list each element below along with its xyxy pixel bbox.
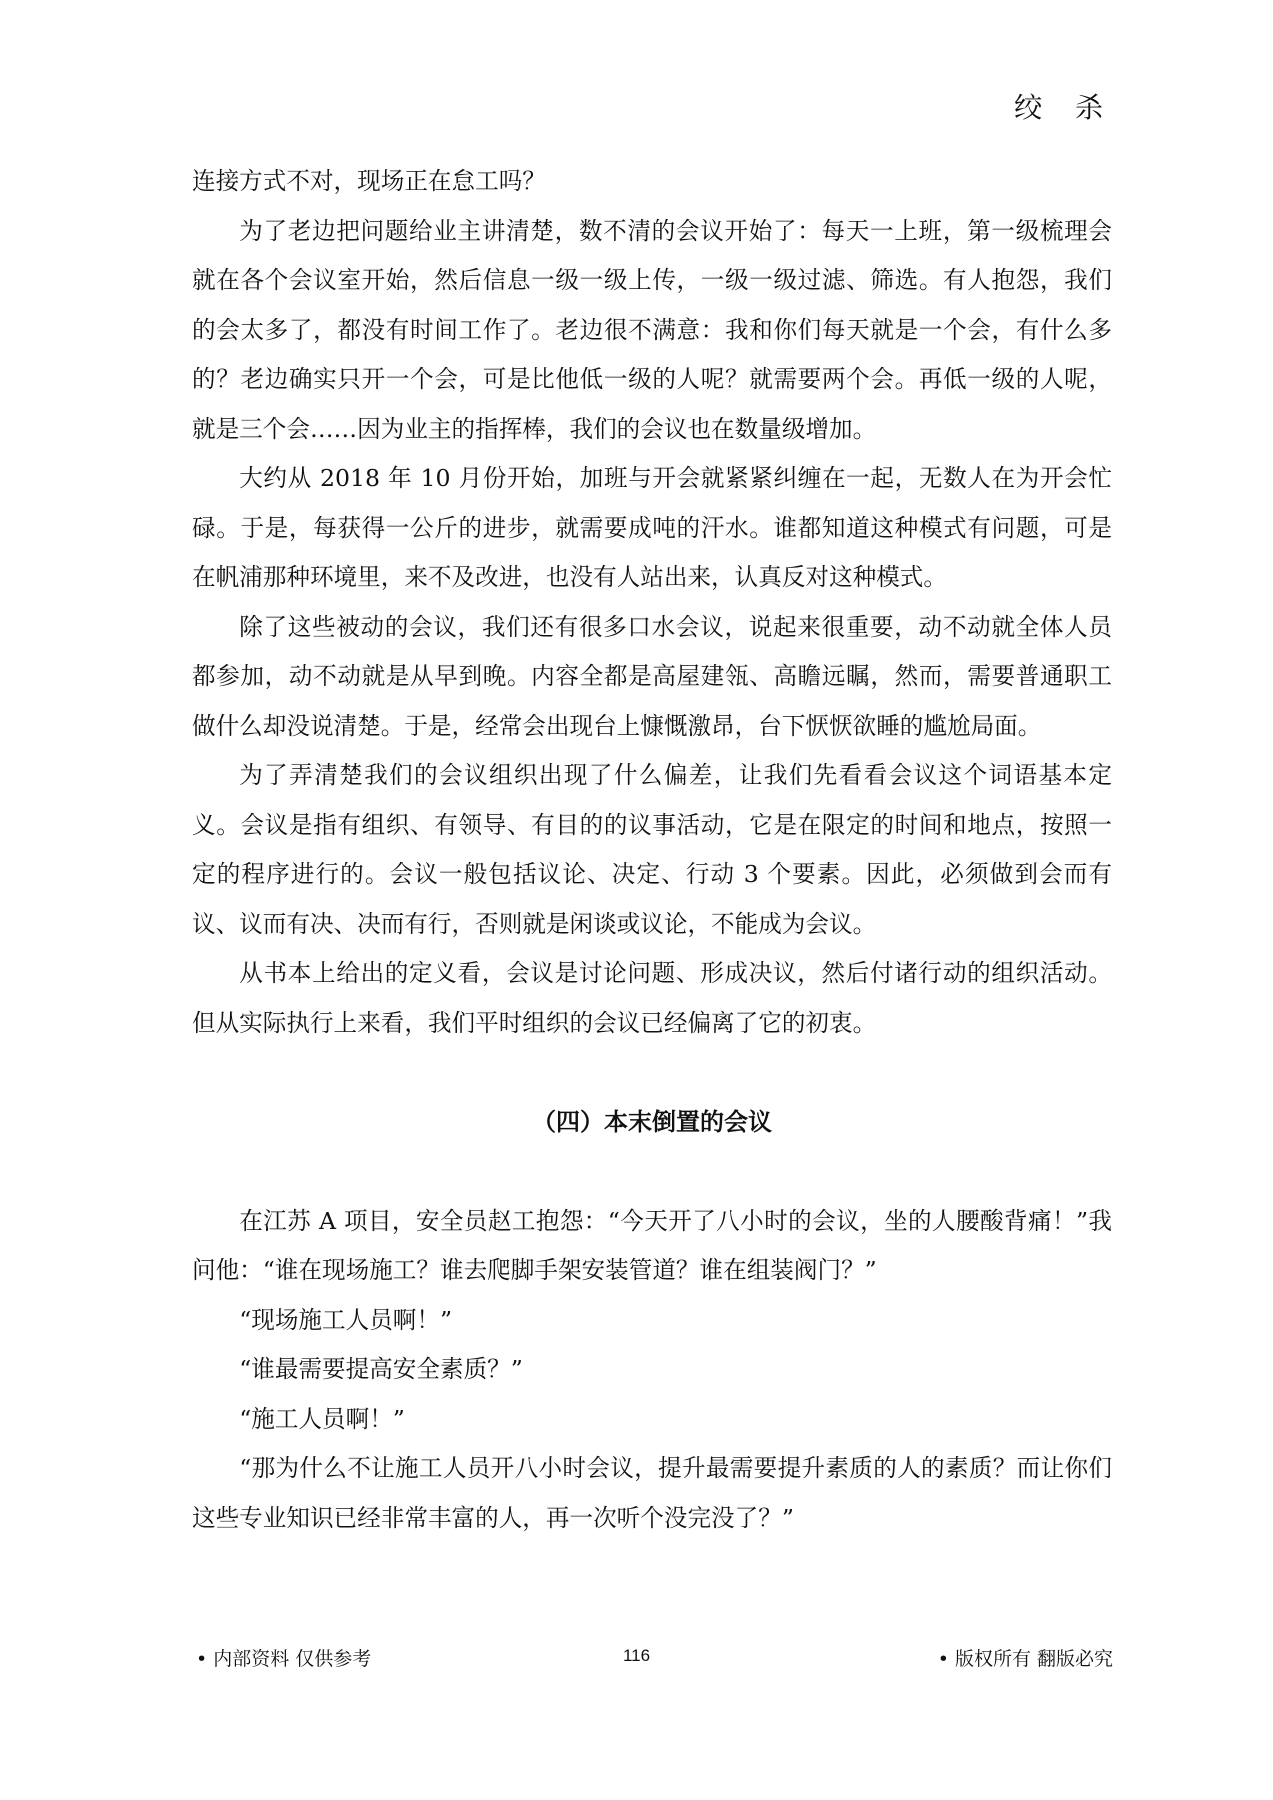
body-paragraph: 在江苏 A 项目，安全员赵工抱怨：“今天开了八小时的会议，坐的人腰酸背痛！”我问他：“谁在现场施工？谁去爬脚手架安装管道？谁在组装阀门？”	[192, 1206, 1112, 1284]
dialogue-line: “那为什么不让施工人员开八小时会议，提升最需要提升素质的人的素质？而让你们这些专业知识已经非常丰富的人，再一次听个没完没了？”	[192, 1454, 1112, 1532]
running-header-title: 绞 杀	[1014, 91, 1115, 124]
body-paragraph: 从书本上给出的定义看，会议是讨论问题、形成决议，然后付诸行动的组织活动。但从实际执行上来看，我们平时组织的会议已经偏离了它的初衷。	[192, 959, 1112, 1037]
body-paragraph: 连接方式不对，现场正在怠工吗？	[192, 167, 546, 195]
dialogue-line: “谁最需要提高安全素质？”	[239, 1355, 523, 1383]
body-paragraph: 除了这些被动的会议，我们还有很多口水会议，说起来很重要，动不动就全体人员都参加，动不动就是从早到晚。内容全都是高屋建瓴、高瞻远瞩，然而，需要普通职工做什么却没说清楚。于是，经常会出现台上慷慨激昂，台下恹恹欲睡的尴尬局面。	[192, 612, 1112, 740]
body-paragraph: 为了老边把问题给业主讲清楚，数不清的会议开始了：每天一上班，第一级梳理会就在各个会议室开始，然后信息一级一级上传，一级一级过滤、筛选。有人抱怨，我们的会太多了，都没有时间工作了。老边很不满意：我和你们每天就是一个会，有什么多的？老边确实只开一个会，可是比他低一级的人呢？就需要两个会。再低一级的人呢，就是三个会……因为业主的指挥棒，我们的会议也在数量级增加。	[192, 216, 1112, 443]
section-heading: （四）本末倒置的会议	[532, 1108, 772, 1136]
body-paragraph: 大约从 2018 年 10 月份开始，加班与开会就紧紧纠缠在一起，无数人在为开会忙碌。于是，每获得一公斤的进步，就需要成吨的汗水。谁都知道这种模式有问题，可是在帆浦那种环境里，来不及改进，也没有人站出来，认真反对这种模式。	[192, 464, 1112, 591]
footer-internal-notice: • 内部资料 仅供参考	[196, 1648, 372, 1670]
page-body	[192, 157, 1112, 1543]
footer-copyright-notice: • 版权所有 翻版必究	[937, 1648, 1113, 1670]
page-number: 116	[622, 1646, 651, 1665]
body-paragraph: 为了弄清楚我们的会议组织出现了什么偏差，让我们先看看会议这个词语基本定义。会议是指有组织、有领导、有目的的议事活动，它是在限定的时间和地点，按照一定的程序进行的。会议一般包括议论、决定、行动 3 个要素。因此，必须做到会而有议、议而有决、决而有行，否则就是闲谈或议论，不能成为会议。	[192, 761, 1112, 938]
dialogue-line: “施工人员啊！”	[239, 1404, 405, 1433]
dialogue-line: “现场施工人员啊！”	[239, 1305, 453, 1334]
